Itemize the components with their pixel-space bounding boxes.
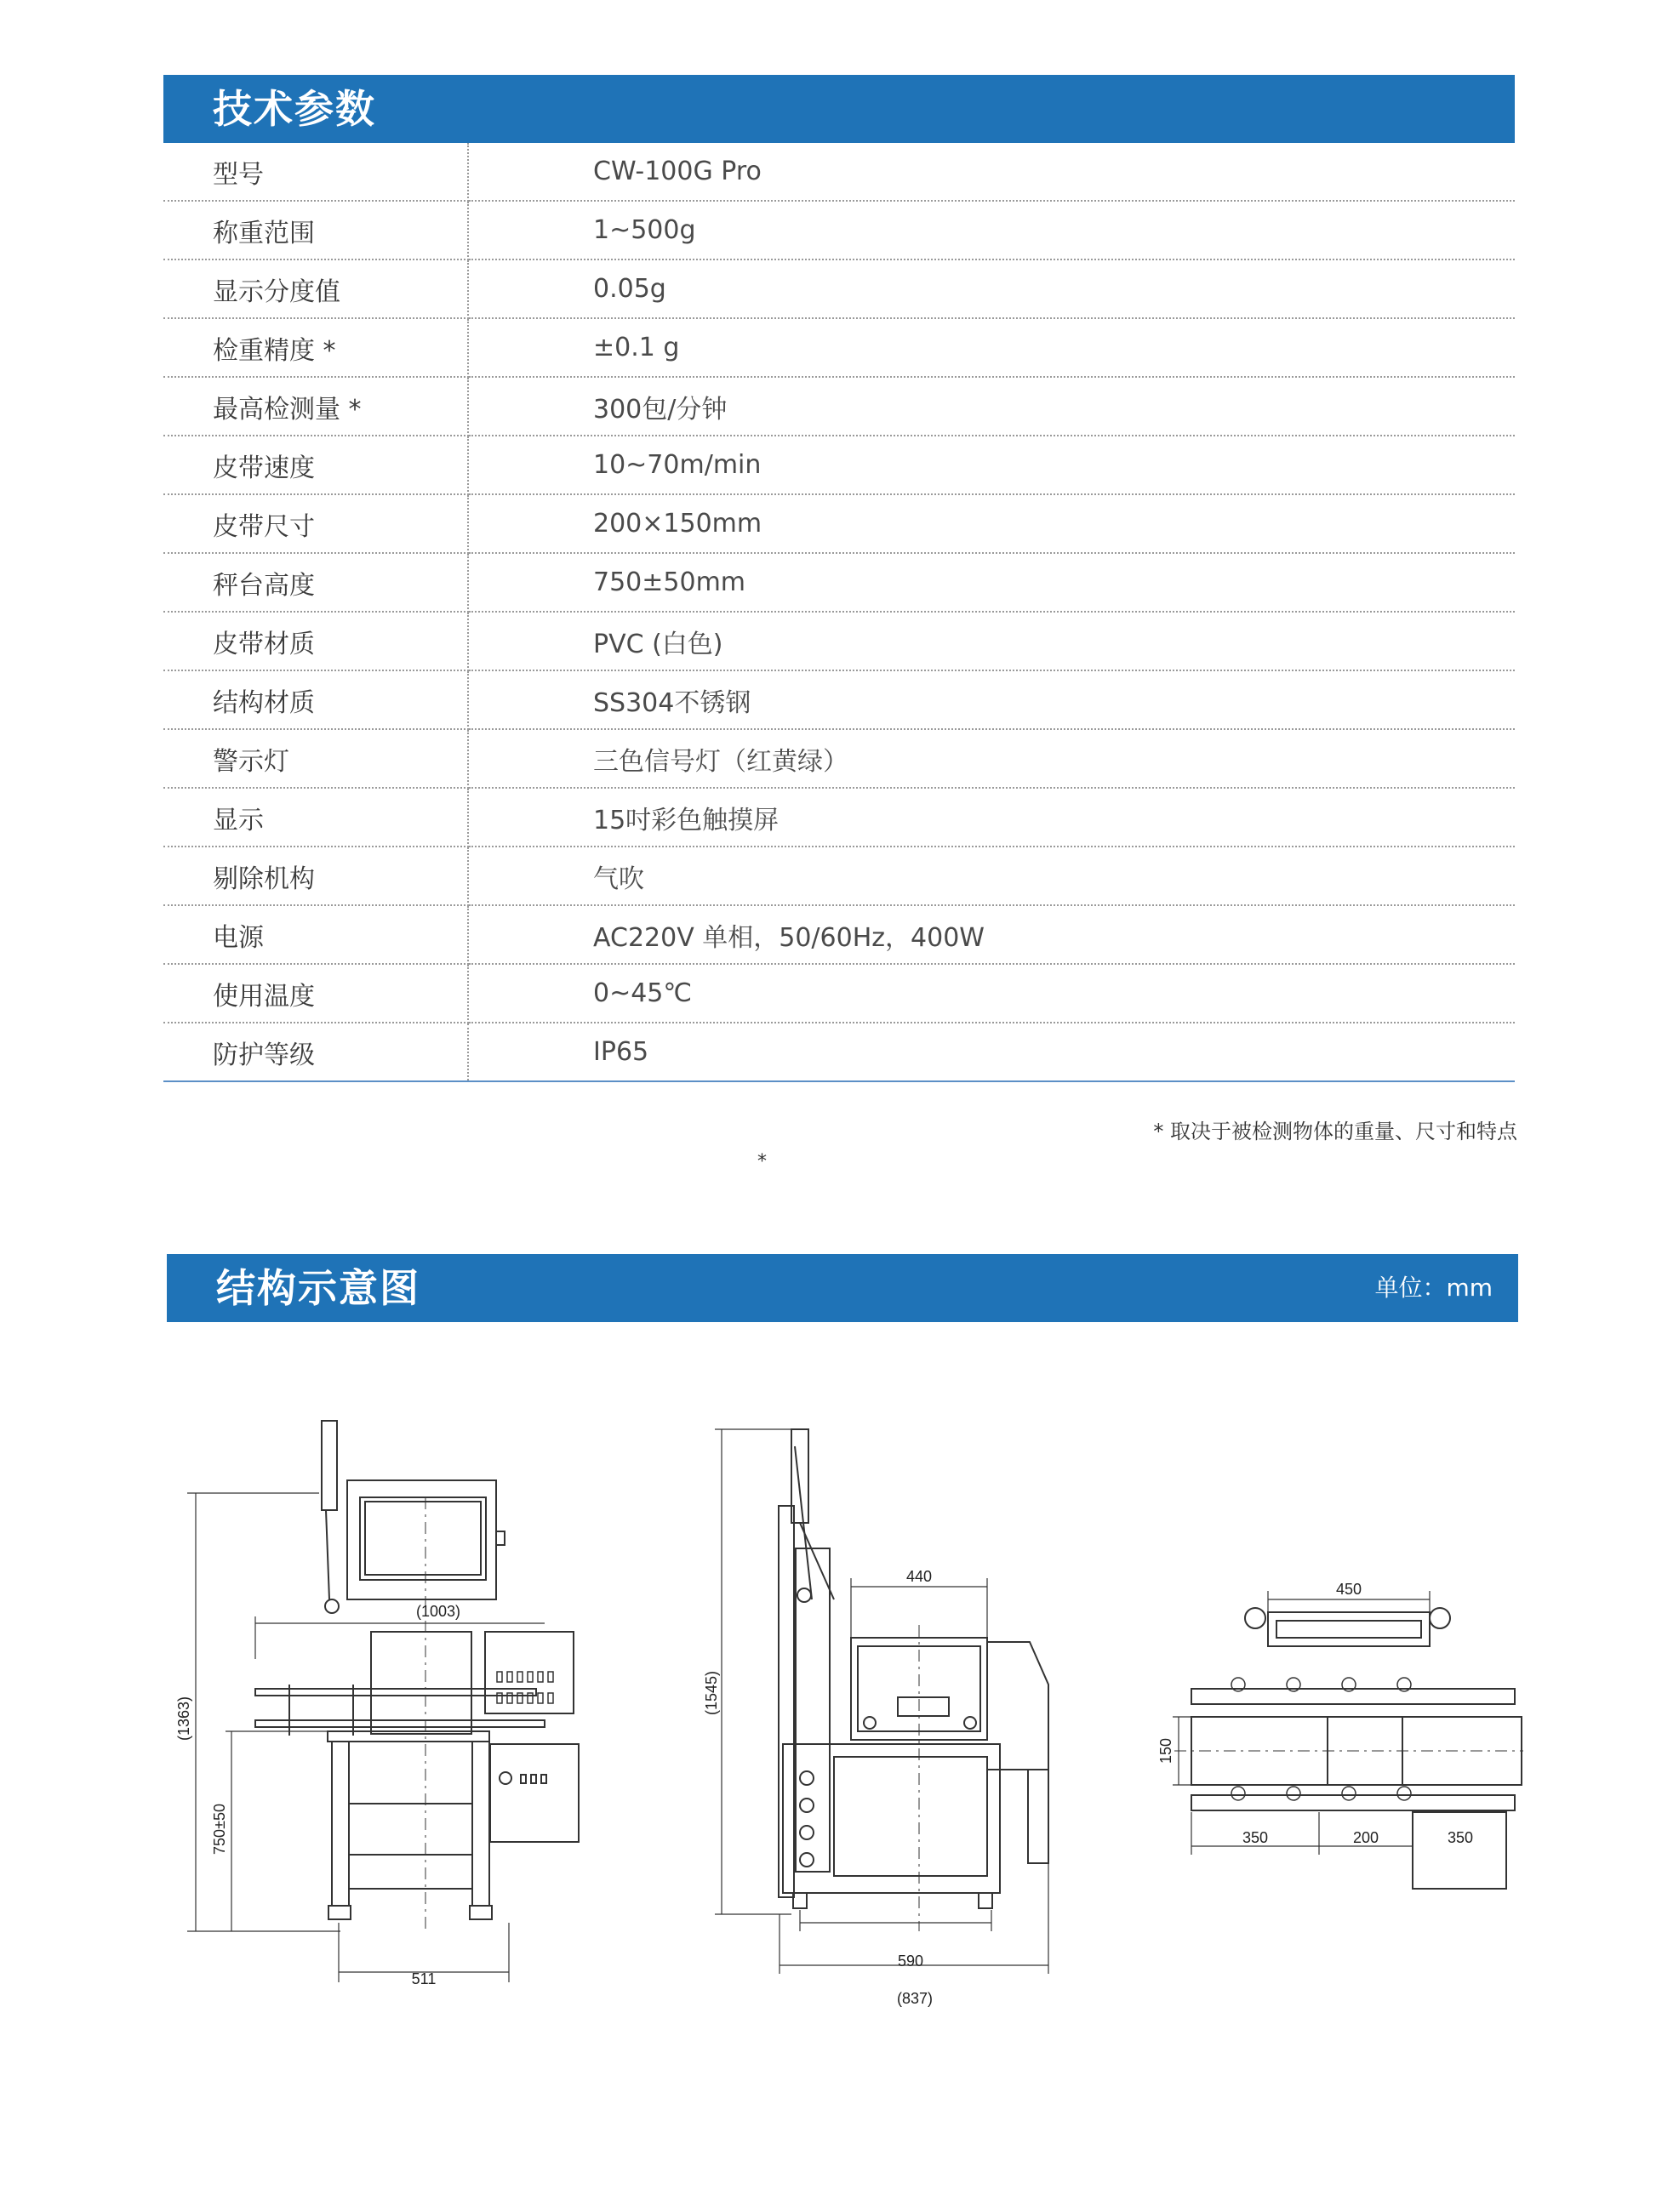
front-width-label: 511 [411, 1970, 437, 1987]
spec-row [163, 377, 1515, 436]
spec-row [163, 201, 1515, 259]
top-view-drawing [1157, 1565, 1532, 1906]
signal-tower [322, 1421, 337, 1510]
top-in-label: 350 [1242, 1829, 1269, 1846]
reject-box [485, 1632, 574, 1713]
spec-row [163, 964, 1515, 1023]
spec-value: 15吋彩色触摸屏 [468, 788, 1515, 847]
spec-label: 警示灯 [163, 729, 468, 788]
spec-row [163, 905, 1515, 964]
spec-row [163, 553, 1515, 612]
spec-label: 防护等级 [163, 1023, 468, 1081]
spec-value: 1~500g [468, 201, 1515, 259]
spec-label: 电源 [163, 905, 468, 964]
spec-label: 称重范围 [163, 201, 468, 259]
spec-row [163, 436, 1515, 494]
spec-value: PVC (白色) [468, 612, 1515, 670]
side-view-drawing [698, 1412, 1089, 2008]
top-box-label: 350 [1447, 1829, 1474, 1846]
spec-value: 200×150mm [468, 494, 1515, 553]
spec-star-mark: * [757, 1151, 767, 1172]
top-width-label: 450 [1335, 1581, 1362, 1598]
specs-header-bar [163, 75, 1515, 143]
spec-value: CW-100G Pro [468, 143, 1515, 201]
spec-label: 秤台高度 [163, 553, 468, 612]
specs-title: 技术参数 [213, 86, 376, 132]
side-cabinet [783, 1744, 1000, 1893]
spec-row [163, 612, 1515, 670]
spec-row [163, 143, 1515, 201]
spec-label: 检重精度 * [163, 318, 468, 377]
spec-label: 皮带速度 [163, 436, 468, 494]
top-mid-label: 200 [1352, 1829, 1379, 1846]
spec-value: 300包/分钟 [468, 377, 1515, 436]
weigh-hood [371, 1632, 471, 1734]
structure-title: 结构示意图 [216, 1265, 420, 1311]
spec-label: 显示分度值 [163, 259, 468, 318]
spec-value: 0~45℃ [468, 964, 1515, 1023]
spec-row [163, 318, 1515, 377]
front-view-drawing [170, 1404, 613, 1987]
top-reject-box [1413, 1812, 1506, 1889]
spec-row [163, 788, 1515, 847]
spec-label: 剔除机构 [163, 847, 468, 905]
structure-unit: 单位：mm [1374, 1274, 1493, 1302]
spec-label: 型号 [163, 143, 468, 201]
side-height-label: (1545) [703, 1670, 720, 1716]
spec-table-body [163, 143, 1515, 1081]
side-base-label: 590 [897, 1953, 924, 1970]
spec-value: SS304不锈钢 [468, 670, 1515, 729]
side-depth-label: (837) [896, 1990, 934, 2007]
spec-table [163, 143, 1515, 1082]
side-top-label: 440 [905, 1568, 933, 1585]
spec-label: 使用温度 [163, 964, 468, 1023]
spec-value: AC220V 单相，50/60Hz，400W [468, 905, 1515, 964]
front-height-label: (1363) [175, 1696, 192, 1742]
spec-footnote: * 取决于被检测物体的重量、尺寸和特点 [1153, 1120, 1517, 1143]
top-hood [1268, 1612, 1430, 1646]
spec-row [163, 494, 1515, 553]
spec-value: 0.05g [468, 259, 1515, 318]
front-table-height-label: 750±50 [211, 1804, 228, 1855]
spec-row [163, 670, 1515, 729]
spec-value: 三色信号灯（红黄绿） [468, 729, 1515, 788]
spec-row [163, 847, 1515, 905]
electrical-box [490, 1744, 579, 1842]
top-belt-width-label: 150 [1157, 1737, 1174, 1764]
spec-value: ±0.1 g [468, 318, 1515, 377]
spec-row [163, 259, 1515, 318]
spec-value: 10~70m/min [468, 436, 1515, 494]
spec-label: 最高检测量 * [163, 377, 468, 436]
structure-header-bar [167, 1254, 1518, 1322]
front-conveyor-label: (1003) [415, 1603, 461, 1620]
spec-label: 皮带尺寸 [163, 494, 468, 553]
spec-value: 750±50mm [468, 553, 1515, 612]
spec-value: 气吹 [468, 847, 1515, 905]
spec-label: 显示 [163, 788, 468, 847]
spec-value: IP65 [468, 1023, 1515, 1081]
spec-row [163, 1023, 1515, 1081]
spec-row [163, 729, 1515, 788]
spec-label: 结构材质 [163, 670, 468, 729]
spec-label: 皮带材质 [163, 612, 468, 670]
